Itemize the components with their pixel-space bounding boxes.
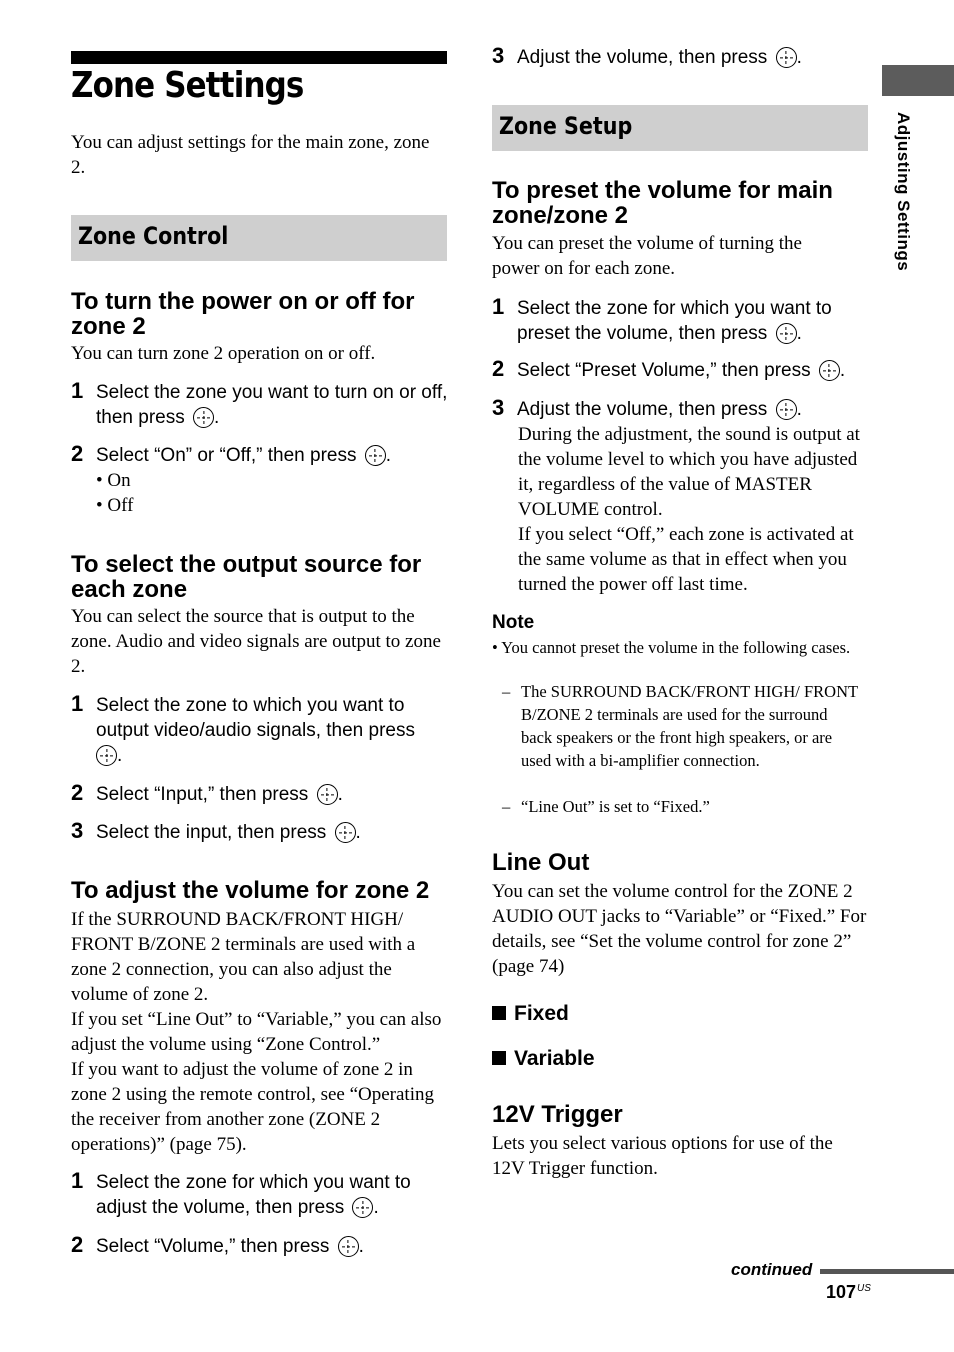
output-step-1: 1 Select the zone to which you want to output video/audio signals, then press . xyxy=(71,691,415,766)
preset-step-2: 2 Select “Preset Volume,” then press . xyxy=(492,356,846,381)
page-title: Zone Settings xyxy=(71,65,304,106)
preset-step-3-detail-2: If you select “Off,” each zone is activated at the same volume as that in effect when you turned the power off last time. xyxy=(518,524,854,595)
step-text: Select the zone for which you want to adjust the volume, then press xyxy=(96,1172,411,1218)
title-rule xyxy=(71,51,447,64)
note-heading: Note xyxy=(492,612,535,633)
page-number: $107^{US}$ xyxy=(826,1282,871,1302)
step-number: 1 xyxy=(71,1168,84,1193)
section-label: Adjusting Settings xyxy=(894,112,913,272)
power-desc: You can turn zone 2 operation on or off. xyxy=(71,343,376,364)
square-bullet-icon xyxy=(492,1006,506,1020)
line-out-heading: Line Out xyxy=(492,849,590,876)
step-text: Select “Input,” then press xyxy=(96,784,309,805)
enter-button-icon xyxy=(365,445,386,466)
step-text: Select the input, then press xyxy=(96,822,327,843)
zone-setup-heading: Zone Setup xyxy=(499,112,633,140)
zone-control-band xyxy=(71,215,447,261)
power-step-1: 1 Select the zone you want to turn on or off, then press . xyxy=(71,378,448,428)
option-variable: Variable xyxy=(492,1047,595,1071)
zone-control-heading: Zone Control xyxy=(78,222,229,250)
zone-setup-band xyxy=(492,105,868,151)
output-step-2: 2 Select “Input,” then press . xyxy=(71,780,343,805)
step-number: 3 xyxy=(71,818,84,843)
line-out-desc: You can set the volume control for the ZONE 2 AUDIO OUT jacks to “Variable” or “Fixed.” For details, see “Set the volume control for zone 2” (page 74) xyxy=(492,881,867,977)
trigger-heading: 12V Trigger xyxy=(492,1101,623,1128)
step-number: 3 xyxy=(492,43,505,68)
step-text: Adjust the volume, then press xyxy=(517,47,768,68)
volume-step-3: 3 Adjust the volume, then press . xyxy=(492,43,802,68)
trigger-desc: Lets you select various options for use of the 12V Trigger function. xyxy=(492,1133,833,1179)
step-number: 1 xyxy=(71,691,84,716)
square-bullet-icon xyxy=(492,1051,506,1065)
step-number: 2 xyxy=(71,1232,84,1257)
power-step-2: 2 Select “On” or “Off,” then press . xyxy=(71,441,392,466)
step-text: Select “Preset Volume,” then press xyxy=(517,360,811,381)
step-number: 2 xyxy=(71,441,84,466)
step-text: Adjust the volume, then press xyxy=(517,399,768,420)
step-number: 1 xyxy=(492,294,505,319)
volume-step-2: 2 Select “Volume,” then press . xyxy=(71,1232,364,1257)
step-number: 2 xyxy=(71,780,84,805)
step-number: 2 xyxy=(492,356,505,381)
preset-heading: To preset the volume for main zone/zone 2 xyxy=(492,177,833,229)
volume-heading: To adjust the volume for zone 2 xyxy=(71,877,430,904)
enter-button-icon xyxy=(317,784,338,805)
enter-button-icon xyxy=(338,1236,359,1257)
step-text: Select the zone you want to turn on or off, then press xyxy=(96,382,448,428)
intro-text: You can adjust settings for the main zone, zone 2. xyxy=(71,132,430,178)
preset-desc: You can preset the volume of turning the power on for each zone. xyxy=(492,233,802,279)
enter-button-icon xyxy=(776,399,797,420)
enter-button-icon xyxy=(96,745,117,766)
preset-step-3-detail: During the adjustment, the sound is output at the volume level to which you have adjusted it, regardless of the value of MASTER VOLUME control. xyxy=(518,424,860,520)
power-heading: To turn the power on or off for zone 2 xyxy=(71,288,415,340)
enter-button-icon xyxy=(335,822,356,843)
note-dash: – xyxy=(502,797,511,816)
option-off: • Off xyxy=(96,495,134,516)
section-tab xyxy=(882,65,954,96)
output-step-3: 3 Select the input, then press . xyxy=(71,818,361,843)
volume-step-1: 1 Select the zone for which you want to adjust the volume, then press . xyxy=(71,1168,411,1218)
continued-rule xyxy=(820,1269,954,1274)
note-sub-item: The SURROUND BACK/FRONT HIGH/ FRONT B/ZONE 2 terminals are used for the surround back speakers or the front high speakers, or are used with a bi-amplifier connection. xyxy=(521,682,858,770)
step-text: Select “Volume,” then press xyxy=(96,1236,330,1257)
enter-button-icon xyxy=(819,360,840,381)
option-on: • On xyxy=(96,470,131,491)
option-fixed: Fixed xyxy=(492,1002,569,1026)
continued-label: continued xyxy=(731,1260,813,1279)
volume-desc-3: If you want to adjust the volume of zone 2 in zone 2 using the remote control, see “Operating the receiver from another zone (ZONE 2 operations)” (page 75). xyxy=(71,1059,434,1155)
preset-step-3: 3 Adjust the volume, then press . xyxy=(492,395,802,420)
note-item: • You cannot preset the volume in the following cases. xyxy=(492,638,851,657)
enter-button-icon xyxy=(776,323,797,344)
step-text: Select the zone to which you want to output video/audio signals, then press xyxy=(96,695,415,741)
output-heading: To select the output source for each zone xyxy=(71,551,422,603)
enter-button-icon xyxy=(776,47,797,68)
step-number: 1 xyxy=(71,378,84,403)
enter-button-icon xyxy=(352,1197,373,1218)
step-number: 3 xyxy=(492,395,505,420)
volume-desc: If the SURROUND BACK/FRONT HIGH/ FRONT B/ZONE 2 terminals are used with a zone 2 connection, you can also adjust the volume of zone 2. xyxy=(71,909,416,1005)
step-text: Select “On” or “Off,” then press xyxy=(96,445,357,466)
volume-desc-2: If you set “Line Out” to “Variable,” you can also adjust the volume using “Zone Control.” xyxy=(71,1009,442,1055)
note-sub-item: “Line Out” is set to “Fixed.” xyxy=(521,797,710,816)
preset-step-1: 1 Select the zone for which you want to preset the volume, then press . xyxy=(492,294,832,344)
step-text: Select the zone for which you want to preset the volume, then press xyxy=(517,298,832,344)
output-desc: You can select the source that is output to the zone. Audio and video signals are output to zone 2. xyxy=(71,606,441,677)
enter-button-icon xyxy=(193,407,214,428)
note-dash: – xyxy=(502,682,511,701)
